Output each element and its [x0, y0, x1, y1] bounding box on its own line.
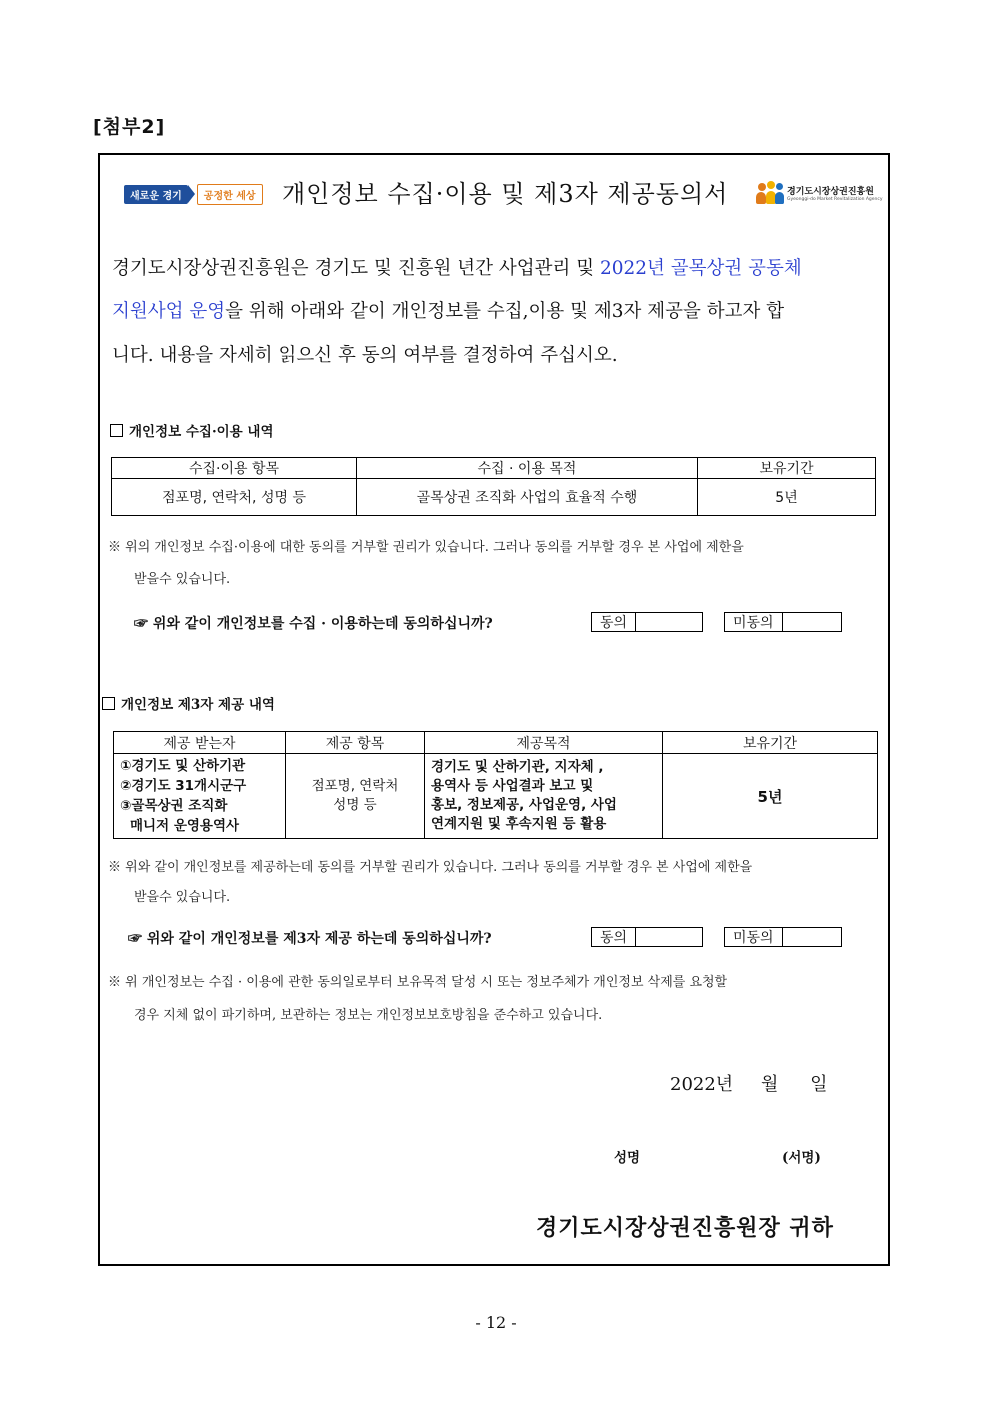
org-logo-name: 경기도시장상권진흥원: [787, 187, 874, 197]
final-notice-1: ※ 위 개인정보는 수집 · 이용에 관한 동의일로부터 보유목적 달성 시 또는 정보주체가 개인정보 삭제를 요청할: [108, 975, 728, 990]
recipient-item: 매니저 운영용역사: [130, 818, 240, 834]
section2-notice-1: ※ 위와 같이 개인정보를 제공하는데 동의를 거부할 권리가 있습니다. 그러나 동의를 거부할 경우 본 사업에 제한을: [108, 860, 753, 875]
org-logo-english: Gyeonggi-do Market Revitalization Agency: [787, 197, 883, 202]
third-party-table: [113, 731, 878, 839]
recipients-cell: [114, 754, 286, 839]
table-header: 수집 · 이용 목적: [357, 458, 698, 479]
table-cell: 골목상권 조직화 사업의 효율적 수행: [357, 479, 698, 516]
section1-notice-2: 받을수 있습니다.: [134, 572, 231, 587]
purpose-line: 용역사 등 사업결과 보고 및: [431, 778, 594, 794]
table-cell: 점포명, 연락처, 성명 등: [112, 479, 357, 516]
sign-label: (서명): [782, 1150, 821, 1166]
section2-title: [102, 693, 275, 713]
section1-notice-1: ※ 위의 개인정보 수집·이용에 대한 동의를 거부할 권리가 있습니다. 그러나 동의를 거부할 경우 본 사업에 제한을: [108, 540, 744, 555]
recipient-item: ②경기도 31개시군구: [120, 778, 247, 794]
purpose-line: 경기도 및 산하기관, 지자체 ,: [431, 759, 604, 775]
purpose-line: 홍보, 정보제공, 사업운영, 사업: [431, 797, 617, 813]
date-year: 2022년: [670, 1074, 734, 1095]
date-month: 월: [760, 1074, 779, 1095]
recipient-item: ③골목상권 조직화: [120, 798, 228, 814]
table-cell: 5년: [698, 479, 876, 516]
page-number: - 12 -: [475, 1313, 517, 1332]
signature-date: [670, 1070, 827, 1096]
document-title: 개인정보 수집·이용 및 제3자 제공동의서: [282, 180, 729, 208]
agree-label: 동의: [592, 613, 636, 631]
items-cell: [286, 754, 425, 839]
final-notice-2: 경우 지체 없이 파기하며, 보관하는 정보는 개인정보보호방침을 준수하고 있습니다.: [134, 1008, 603, 1023]
agree-label: 동의: [592, 928, 636, 946]
name-label: 성명: [614, 1150, 641, 1166]
section2-title-text: 개인정보 제3자 제공 내역: [121, 697, 275, 713]
addressee: 경기도시장상권진흥원장 귀하: [536, 1215, 834, 1241]
disagree-label: 미동의: [725, 613, 783, 631]
section1-question: ☞ 위와 같이 개인정보를 수집 · 이용하는데 동의하십니까?: [134, 616, 493, 632]
slogan-arrow-icon: [188, 185, 195, 203]
collection-table: [111, 457, 876, 516]
period-cell: 5년: [663, 754, 878, 839]
intro-highlight: 지원사업 운영: [112, 301, 226, 322]
recipient-item: ①경기도 및 산하기관: [120, 758, 246, 774]
table-row: [114, 754, 878, 839]
intro-line-2: [112, 297, 784, 323]
table-header: 제공목적: [425, 732, 663, 754]
slogan-part2: 공정한 세상: [197, 184, 263, 205]
attachment-label: [첨부2]: [93, 116, 166, 138]
table-header: 수집·이용 항목: [112, 458, 357, 479]
slogan-part1: 새로운 경기: [124, 185, 188, 204]
purpose-line: 연계지원 및 후속지원 등 활용: [431, 816, 607, 832]
intro-line-1: [112, 254, 802, 280]
table-header: 보유기간: [698, 458, 876, 479]
section2-notice-2: 받을수 있습니다.: [134, 890, 231, 905]
item-line: 성명 등: [333, 797, 377, 813]
section1-title-text: 개인정보 수집·이용 내역: [129, 424, 274, 440]
intro-text: 경기도시장상권진흥원은 경기도 및 진흥원 년간 사업관리 및: [112, 258, 600, 279]
section1-agree-box[interactable]: [591, 612, 703, 632]
section2-disagree-box[interactable]: [724, 927, 842, 947]
intro-text: 을 위해 아래와 같이 개인정보를 수집,이용 및 제3자 제공을 하고자 합: [225, 301, 785, 322]
org-logo: [756, 181, 883, 205]
intro-line-3: 니다. 내용을 자세히 읽으신 후 동의 여부를 결정하여 주십시오.: [112, 345, 618, 366]
item-line: 점포명, 연락처: [311, 778, 399, 794]
people-logo-icon: [756, 181, 784, 205]
section2-agree-box[interactable]: [591, 927, 703, 947]
checkbox-square-icon: [102, 697, 115, 710]
purpose-cell: [425, 754, 663, 839]
table-header: 제공 항목: [286, 732, 425, 754]
checkbox-square-icon: [110, 424, 123, 437]
disagree-label: 미동의: [725, 928, 783, 946]
section1-title: [110, 420, 274, 440]
table-header: 제공 받는자: [114, 732, 286, 754]
date-day: 일: [810, 1074, 828, 1095]
table-header: 보유기간: [663, 732, 878, 754]
intro-highlight: 2022년 골목상권 공동체: [599, 258, 802, 279]
section1-disagree-box[interactable]: [724, 612, 842, 632]
slogan-logo: [124, 185, 263, 203]
table-row: [112, 479, 876, 516]
section2-question: ☞ 위와 같이 개인정보를 제3자 제공 하는데 동의하십니까?: [128, 931, 492, 947]
